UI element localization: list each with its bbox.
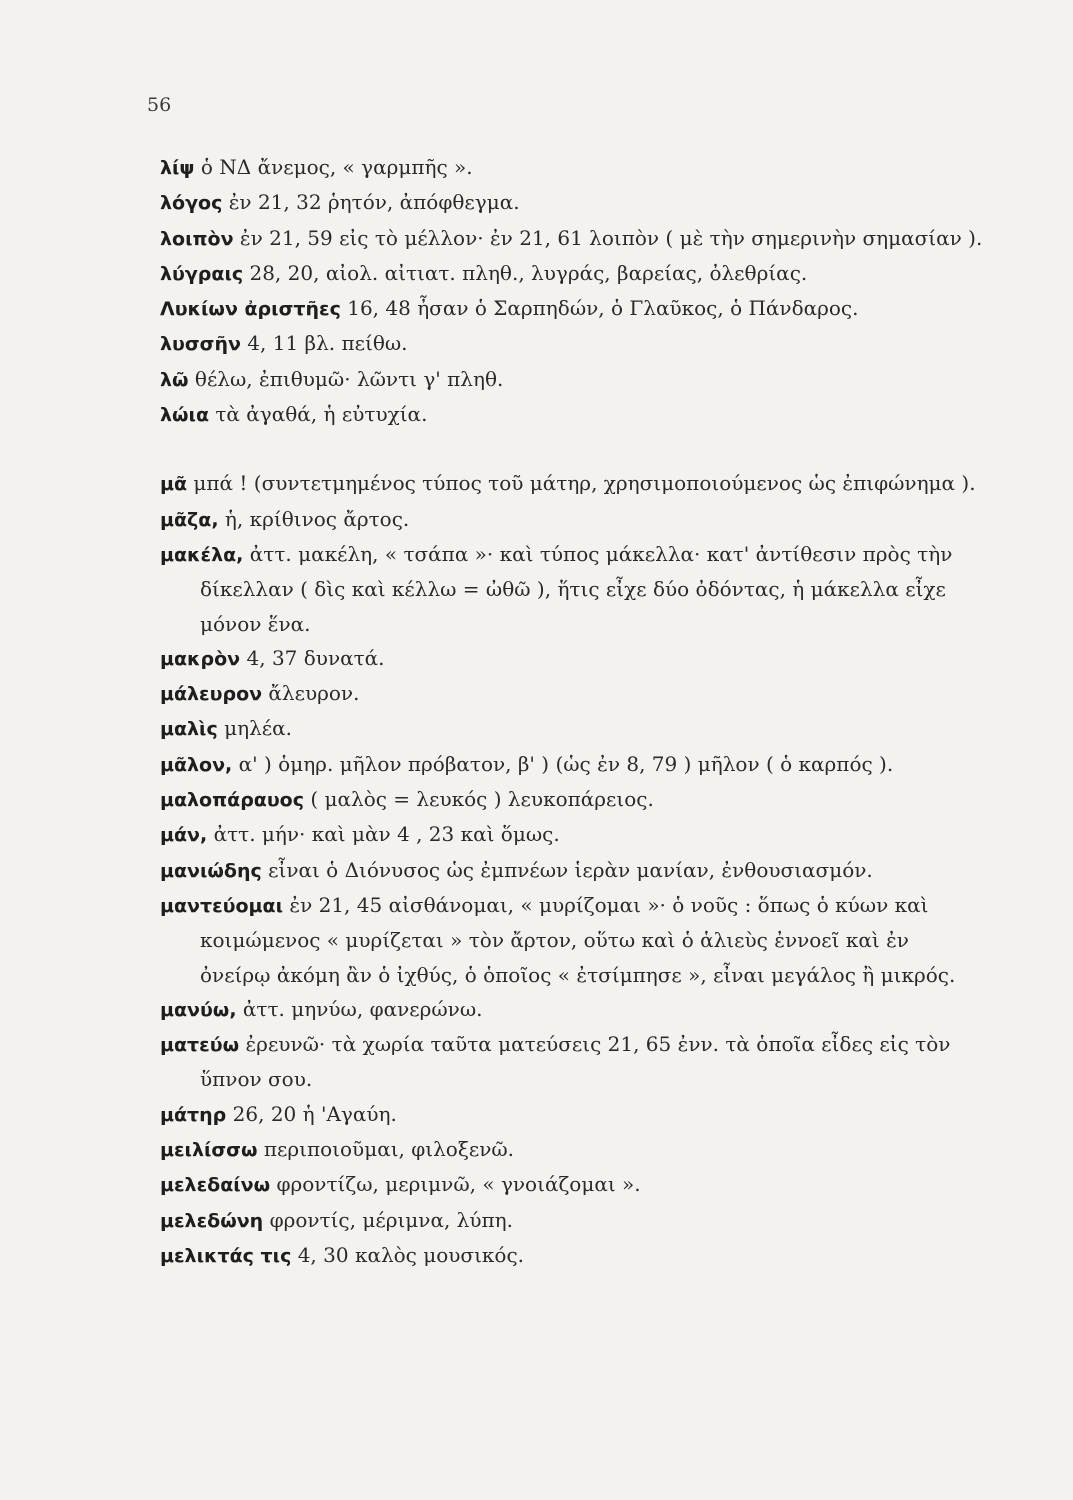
glossary-entry (160, 397, 985, 432)
entry-headword: μᾶ (160, 473, 188, 496)
entry-headword: μάν, (160, 824, 208, 847)
entry-headword: μελεδώνη (160, 1209, 264, 1232)
entry-headword: μάτηρ (160, 1103, 227, 1126)
section-gap (160, 432, 985, 466)
page-number: 56 (147, 94, 172, 116)
entry-headword: μᾶλον, (160, 753, 233, 776)
entry-definition: τὰ ἀγαθά, ἡ εὐτυχία. (215, 402, 428, 427)
entry-headword: μαντεύομαι (160, 894, 283, 917)
entry-headword: μανιώδης (160, 859, 262, 882)
entry-headword: μειλίσσω (160, 1139, 258, 1162)
glossary-entry (160, 992, 985, 1027)
glossary-entry (160, 1097, 985, 1132)
entry-headword: μελικτάς τις (160, 1244, 292, 1267)
glossary-entry (160, 817, 985, 852)
entry-headword: μάλευρον (160, 683, 263, 706)
entry-definition: ἐν 21, 32 ῥητόν, ἀπόφθεγμα. (228, 190, 520, 215)
glossary-entry (160, 711, 985, 746)
entry-headword: μαλοπάραυος (160, 789, 304, 812)
entry-headword: μᾶζα, (160, 508, 219, 531)
glossary-entry (160, 747, 985, 782)
glossary-entry (160, 150, 985, 185)
entry-headword: Λυκίων ἀριστῆες (160, 298, 341, 321)
glossary-entry (160, 502, 985, 537)
entry-headword: μακέλα, (160, 543, 244, 566)
entry-definition: μπά ! (συντετμημένος τύπος τοῦ μάτηρ, χρησιμοποιούμενος ὡς ἐπιφώνημα ). (193, 471, 976, 496)
entry-definition: 16, 48 ἦσαν ὁ Σαρπηδών, ὁ Γλαῦκος, ὁ Πάνδαρος. (347, 296, 859, 321)
entry-definition: 4, 37 δυνατά. (246, 645, 385, 670)
glossary-entry (160, 782, 985, 817)
entry-definition: ἐν 21, 45 αἰσθάνομαι, « μυρίζομαι »· ὁ νοῦς : ὅπως ὁ κύων καὶ κοιμώμενος « μυρίζεται » τὸν ἄρτον, οὕτω καὶ ὁ ἁλιεὺς ἐννοεῖ καὶ ἐν ὀνείρῳ ἀκόμη ἂν ὁ ἰχθύς, ὁ ὁποῖος « ἐτσίμπησε », εἶναι μεγάλος ἢ μικρός. (200, 892, 956, 987)
entry-definition: ἐν 21, 59 εἰς τὸ μέλλον· ἐν 21, 61 λοιπὸν ( μὲ τὴν σημερινὴν σημασίαν ). (239, 225, 983, 250)
entry-definition: 26, 20 ἡ 'Αγαύη. (232, 1101, 397, 1126)
entry-definition: ἀττ. μακέλη, « τσάπα »· καὶ τύπος μάκελλα· κατ' ἀντίθεσιν πρὸς τὴν δίκελλαν ( δὶς καὶ κέλλω = ὠθῶ ), ἥτις εἶχε δύο ὀδόντας, ἡ μάκελλα εἶχε μόνον ἕνα. (200, 541, 953, 636)
entry-definition: ( μαλὸς = λευκός ) λευκοπάρειος. (310, 787, 654, 812)
glossary-entry (160, 537, 985, 641)
glossary-entry (160, 466, 985, 501)
glossary-entry (160, 676, 985, 711)
glossary-entry (160, 888, 985, 992)
entry-headword: μανύω, (160, 998, 237, 1021)
entry-definition: α' ) ὁμηρ. μῆλον πρόβατον, β' ) (ὡς ἐν 8, 79 ) μῆλον ( ὁ καρπός ). (238, 751, 894, 776)
entry-headword: λύγραις (160, 262, 244, 285)
glossary-entry (160, 1203, 985, 1238)
entry-headword: μακρὸν (160, 647, 241, 670)
entry-definition: 4, 30 καλὸς μουσικός. (297, 1242, 525, 1267)
entry-definition: θέλω, ἐπιθυμῶ· λῶντι γ' πληθ. (194, 366, 504, 391)
glossary-entry (160, 221, 985, 256)
entry-definition: μηλέα. (224, 716, 292, 741)
entry-definition: περιποιοῦμαι, φιλοξενῶ. (263, 1137, 515, 1162)
glossary-entry (160, 853, 985, 888)
glossary-entry (160, 1132, 985, 1167)
entry-definition: ἀττ. μηνύω, φανερώνω. (242, 996, 483, 1021)
glossary-entry (160, 1027, 985, 1097)
entry-definition: 28, 20, αἰολ. αἰτιατ. πληθ., λυγράς, βαρείας, ὀλεθρίας. (249, 260, 808, 285)
glossary-entry (160, 185, 985, 220)
entry-headword: ματεύω (160, 1034, 240, 1057)
entry-headword: λόγος (160, 192, 223, 215)
entry-headword: μαλὶς (160, 718, 218, 741)
glossary-entry (160, 256, 985, 291)
entry-definition: φροντίς, μέριμνα, λύπη. (269, 1207, 513, 1232)
entry-headword: λώια (160, 404, 209, 427)
entry-definition: ἡ, κρίθινος ἄρτος. (224, 506, 410, 531)
glossary-entry (160, 362, 985, 397)
glossary-entry (160, 291, 985, 326)
entry-definition: ἄλευρον. (268, 681, 360, 706)
entry-headword: λοιπὸν (160, 227, 234, 250)
glossary-entry (160, 326, 985, 361)
entry-definition: 4, 11 βλ. πείθω. (247, 331, 408, 356)
glossary-entries (160, 150, 985, 1273)
glossary-entry (160, 1238, 985, 1273)
entry-headword: λίψ (160, 157, 195, 179)
entry-definition: ὁ ΝΔ ἄνεμος, « γαρμπῆς ». (200, 155, 473, 179)
entry-headword: λυσσῆν (160, 333, 241, 356)
entry-definition: ἀττ. μήν· καὶ μὰν 4 , 23 καὶ ὅμως. (213, 822, 560, 847)
entry-headword: μελεδαίνω (160, 1174, 271, 1197)
entry-definition: εἶναι ὁ Διόνυσος ὡς ἐμπνέων ἱερὰν μανίαν, ἐνθουσιασμόν. (268, 857, 873, 882)
entry-definition: ἐρευνῶ· τὰ χωρία ταῦτα ματεύσεις 21, 65 ἐνν. τὰ ὁποῖα εἶδες εἰς τὸν ὕπνον σου. (200, 1032, 951, 1092)
entry-headword: λῶ (160, 368, 189, 391)
glossary-entry (160, 641, 985, 676)
entry-definition: φροντίζω, μεριμνῶ, « γνοιάζομαι ». (276, 1172, 641, 1197)
glossary-entry (160, 1167, 985, 1202)
